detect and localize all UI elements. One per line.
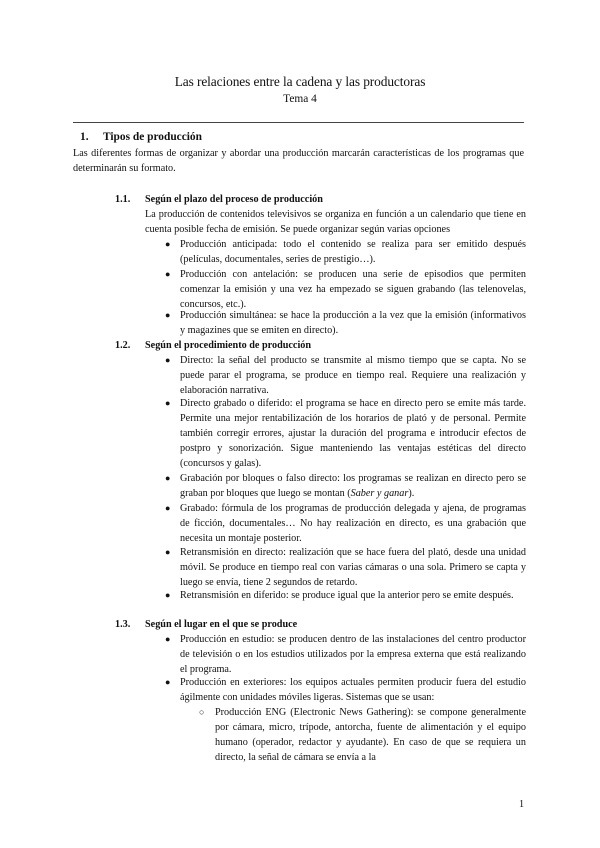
section-number: 1. — [80, 131, 89, 143]
subsection-number: 1.3. — [115, 619, 131, 630]
bullet-icon: ● — [165, 503, 171, 513]
list-item: Directo grabado o diferido: el programa se hace en directo pero se emite más tarde. Permite una mejor rentabilización de los horarios de plató y de personal. Permite también corregir errores, ajustar la duración del programa e introducir efectos de postpro y sonorización. Sigue manteniendo las ventajas estéticas del directo (concursos y galas). — [180, 398, 526, 469]
bullet-icon: ● — [165, 355, 171, 365]
bullet-icon: ● — [165, 677, 171, 687]
program-title: Saber y ganar — [350, 488, 409, 499]
section-heading — [80, 130, 530, 145]
list-item: Grabado: fórmula de los programas de producción delegada y ajena, de programas de ficción, documentales… No hay realización en directo, es una grabación que necesita un montaje posterior. — [180, 503, 526, 544]
bullet-icon: ● — [165, 590, 171, 600]
bullet-icon: ● — [165, 473, 171, 483]
list-item: Producción anticipada: todo el contenido se realiza para ser emitido después (películas, documentales, series de prestigio…). — [180, 239, 526, 265]
bullet-icon: ● — [165, 269, 171, 279]
subsection-title: Según el plazo del proceso de producción — [145, 194, 323, 205]
sub-list-item: Producción ENG (Electronic News Gathering): se compone generalmente por cámara, micro, trípode, antorcha, fuente de alimentación y el equipo humano (operador, redactor y ayudante). En caso de que se requiera un directo, la señal de cámara se envía a la — [215, 707, 526, 763]
list-item-text: Grabación por bloques o falso directo: los programas se realizan en directo pero se graban por bloques que luego se montan ( — [180, 473, 526, 499]
subsection-heading — [115, 617, 525, 632]
section-intro: Las diferentes formas de organizar y abordar una producción marcarán características de los programas que determinarán su formato. — [73, 148, 524, 174]
list-item: Directo: la señal del producto se transmite al mismo tiempo que se capta. No se puede parar el programa, se produce en tiempo real. Requiere una realización y elaboración narrativa. — [180, 355, 526, 396]
page-number: 1 — [519, 799, 525, 810]
list-item: Producción con antelación: se producen una serie de episodios que permiten comenzar la emisión y una vez ha empezado se siguen grabando (las telenovelas, concursos, etc.). — [180, 269, 526, 310]
list-item-text-end: ). — [408, 488, 415, 499]
bullet-icon: ● — [165, 398, 171, 408]
subsection-title: Según el procedimiento de producción — [145, 340, 312, 351]
list-item: Retransmisión en directo: realización que se hace fuera del plató, desde una unidad móvil. Se produce en tiempo real con varias cámaras o una sola. Primero se capta y luego se envía, tiene 2 segundos de retardo. — [180, 547, 526, 588]
subsection-intro: La producción de contenidos televisivos se organiza en función a un calendario que tiene en cuenta posible fecha de emisión. Se puede organizar según varias opciones — [145, 209, 526, 235]
section-title: Tipos de producción — [103, 131, 202, 143]
list-item: Producción en estudio: se producen dentro de las instalaciones del centro productor de televisión o en los estudios utilizados por la empresa externa que está realizando el programa. — [180, 634, 526, 675]
bullet-icon: ● — [165, 239, 171, 249]
subsection-heading — [115, 338, 525, 353]
subsection-title: Según el lugar en el que se produce — [145, 619, 298, 630]
bullet-icon: ● — [165, 547, 171, 557]
list-item: Producción en exteriores: los equipos actuales permiten producir fuera del estudio ágilmente con unidades móviles ligeras. Sistemas que se usan: — [180, 677, 526, 703]
document-subtitle: Tema 4 — [283, 93, 317, 105]
subsection-number: 1.1. — [115, 194, 131, 205]
list-item: Producción simultánea: se hace la producción a la vez que la emisión (informativos y magazines que se emiten en directo). — [180, 310, 526, 336]
bullet-icon: ● — [165, 634, 171, 644]
bullet-icon: ● — [165, 310, 171, 320]
document-title: Las relaciones entre la cadena y las productoras — [174, 74, 426, 89]
list-item: Retransmisión en diferido: se produce igual que la anterior pero se emite después. — [180, 590, 514, 601]
list-item — [180, 471, 526, 501]
circle-bullet-icon: ○ — [199, 707, 205, 717]
subsection-number: 1.2. — [115, 340, 131, 351]
header-divider — [73, 122, 524, 123]
subsection-heading — [115, 192, 525, 207]
